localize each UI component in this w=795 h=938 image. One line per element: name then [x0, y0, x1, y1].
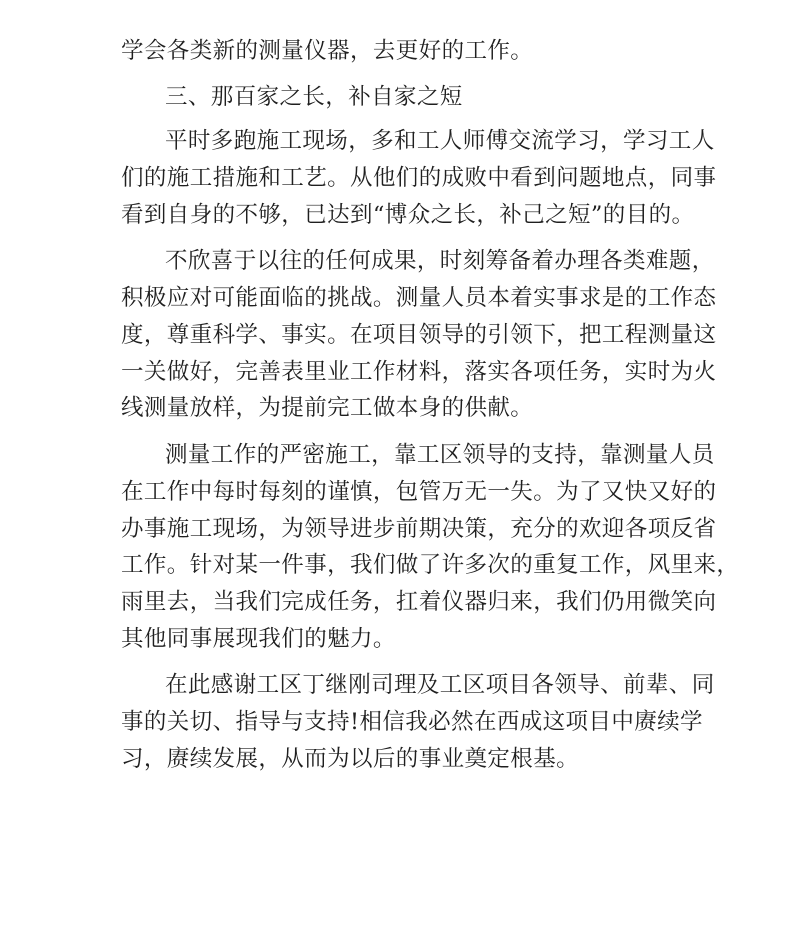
text-line: 学会各类新的测量仪器，去更好的工作。	[121, 38, 534, 64]
text-line: 在此感谢工区丁继刚司理及工区项目各领导、前辈、同	[165, 672, 715, 698]
text-line: 其他同事展现我们的魅力。	[121, 626, 396, 652]
text-line: 测量工作的严密施工，靠工区领导的支持，靠测量人员	[165, 442, 715, 468]
text-line: 工作。针对某一件事，我们做了许多次的重复工作，风里来，	[121, 552, 740, 578]
text-line: 们的施工措施和工艺。从他们的成败中看到问题地点，同事	[121, 165, 717, 191]
text-line: 习，赓续发展，从而为以后的事业奠定根基。	[121, 746, 580, 772]
text-line: 度，尊重科学、事实。在项目领导的引领下，把工程测量这	[121, 322, 717, 348]
text-line: 平时多跑施工现场，多和工人师傅交流学习，学习工人	[165, 128, 715, 154]
section-heading: 三、那百家之长，补自家之短	[165, 84, 463, 110]
text-line: 办事施工现场，为领导进步前期决策，充分的欢迎各项反省	[121, 516, 717, 542]
text-line: 不欣喜于以往的任何成果，时刻筹备着办理各类难题，	[165, 248, 715, 274]
text-line: 雨里去，当我们完成任务，扛着仪器归来，我们仍用微笑向	[121, 589, 717, 615]
text-line: 一关做好，完善表里业工作材料，落实各项任务，实时为火	[121, 359, 717, 385]
text-line: 积极应对可能面临的挑战。测量人员本着实事求是的工作态	[121, 285, 717, 311]
text-line: 线测量放样，为提前完工做本身的供献。	[121, 395, 534, 421]
text-line: 看到自身的不够，已达到“博众之长，补己之短”的目的。	[121, 202, 695, 228]
text-line: 在工作中每时每刻的谨慎，包管万无一失。为了又快又好的	[121, 479, 717, 505]
text-line: 事的关切、指导与支持!相信我必然在西成这项目中赓续学	[121, 709, 703, 735]
